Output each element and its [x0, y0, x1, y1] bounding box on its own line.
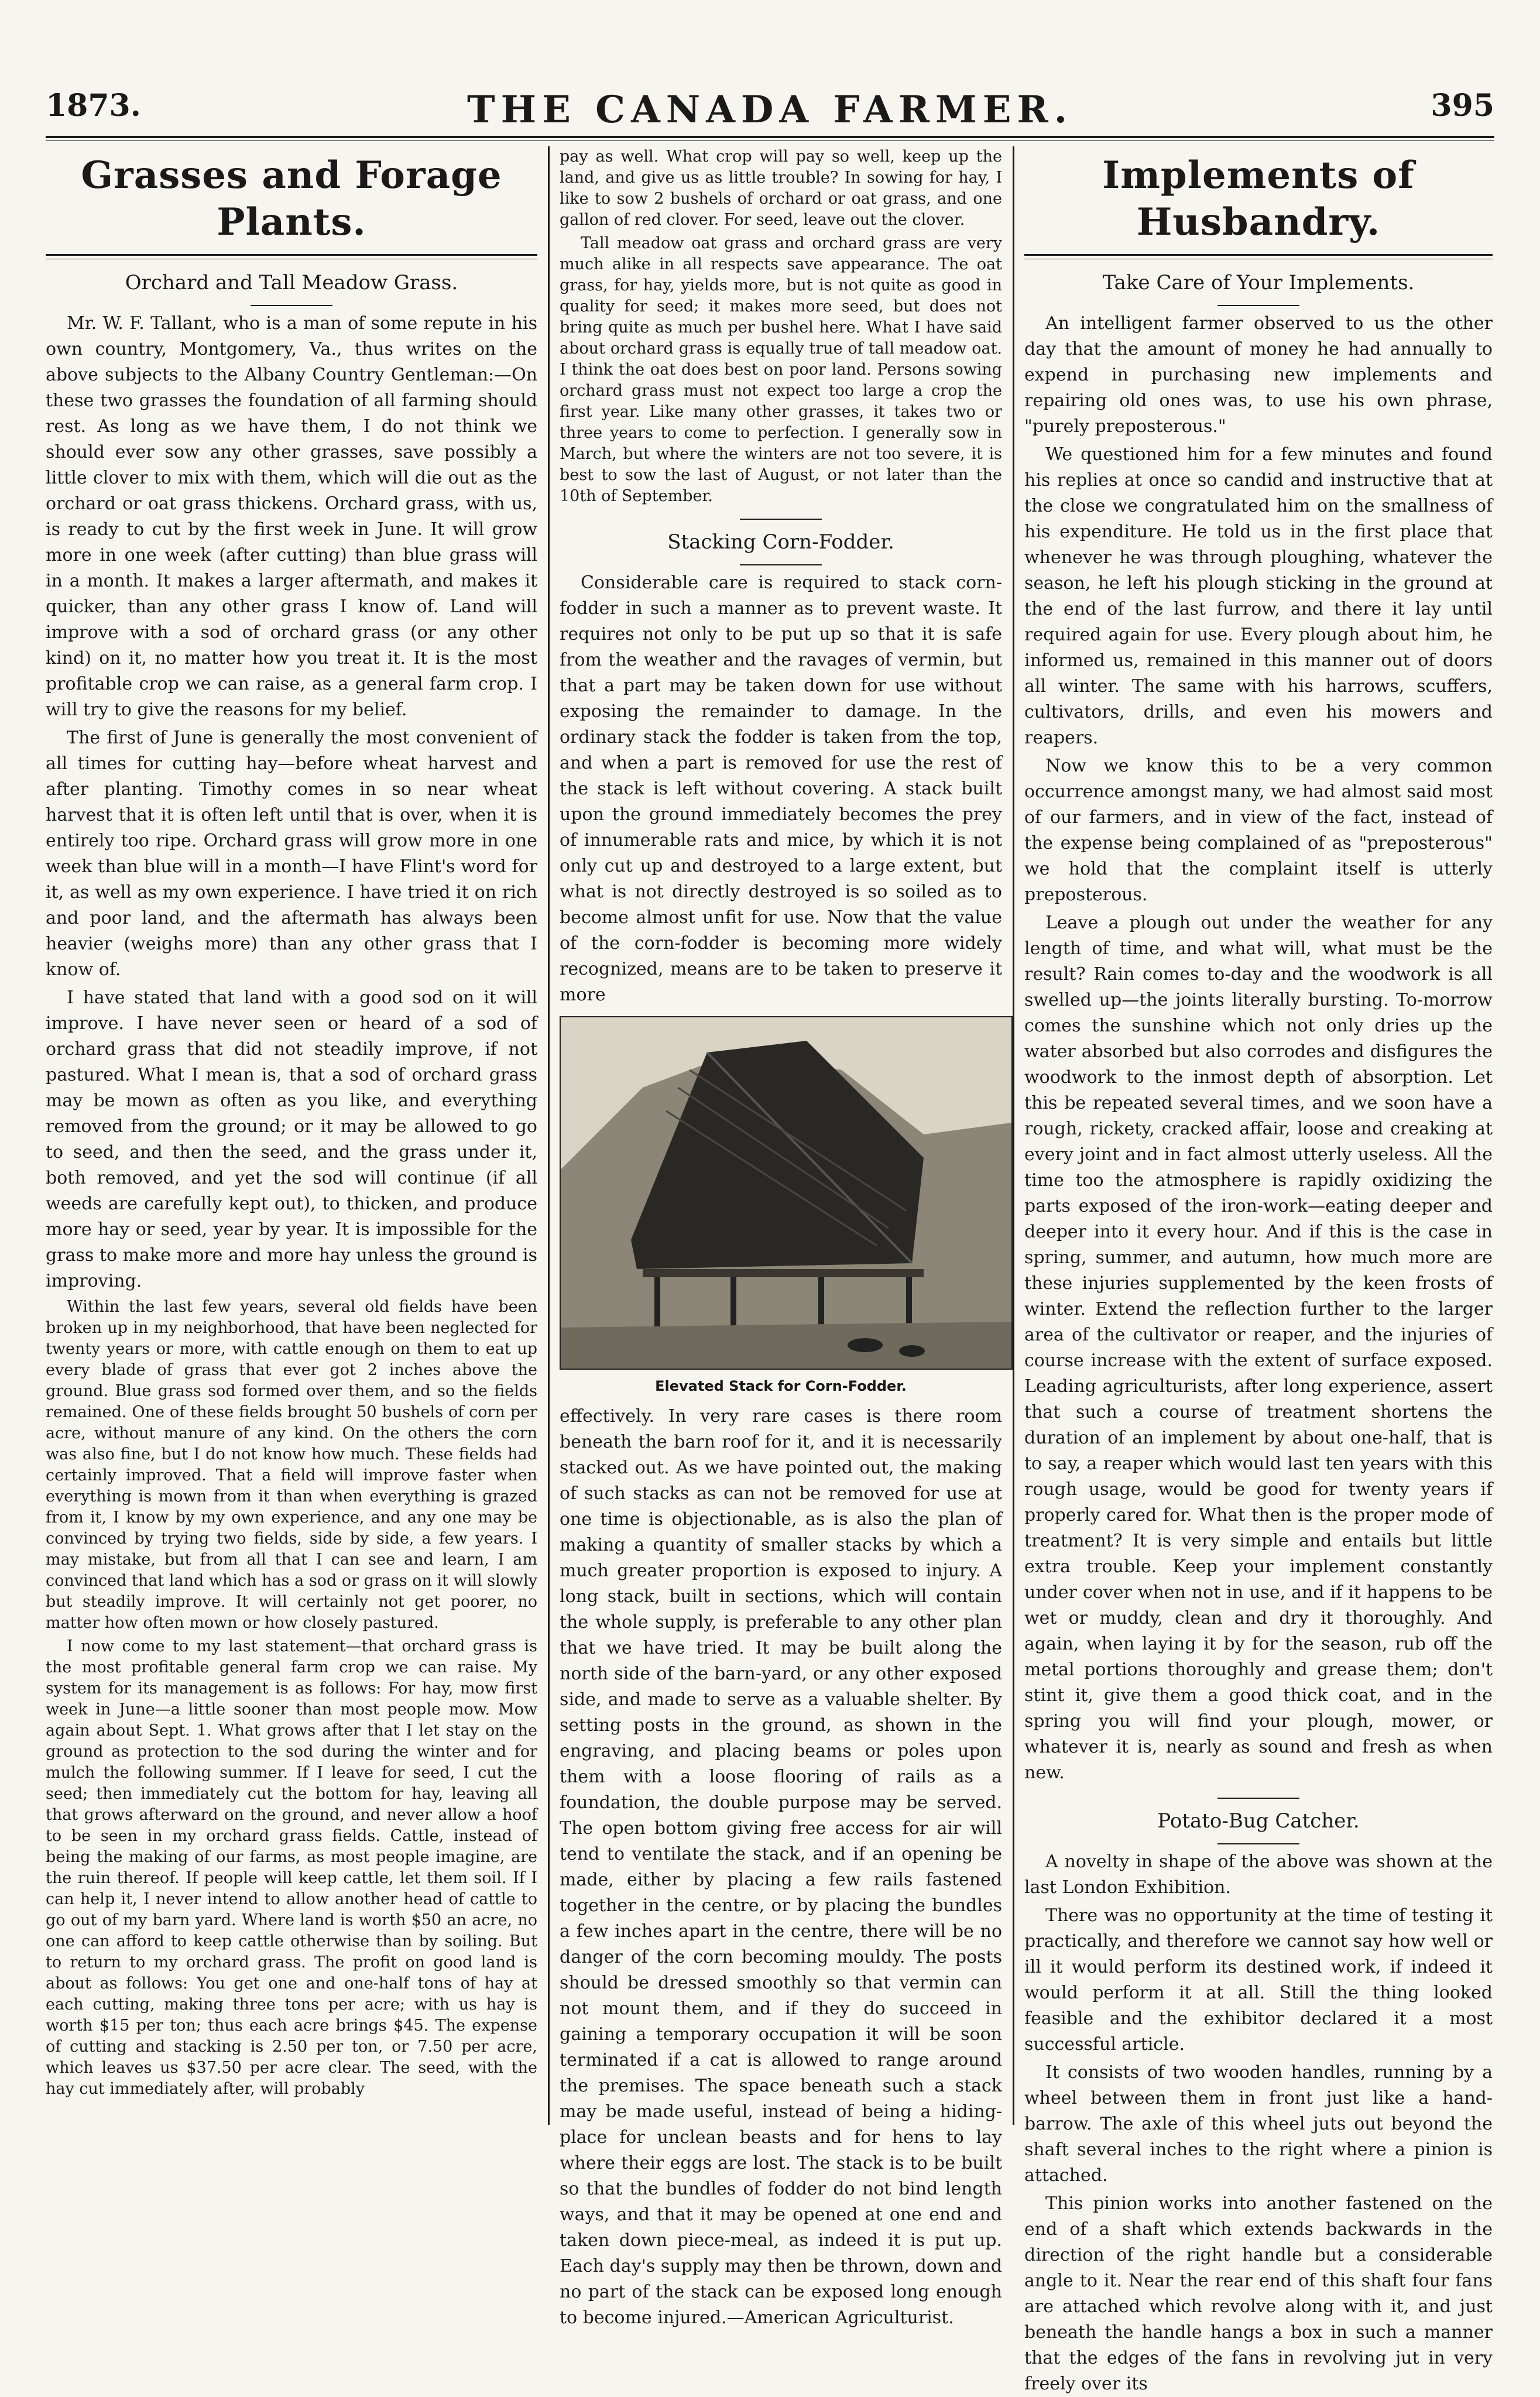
column-3 [1024, 146, 1493, 2394]
header-year: 1873. [46, 88, 141, 124]
header-page-number: 395 [1431, 88, 1494, 124]
article-title-stacking-corn-fodder: Stacking Corn-Fodder. [667, 530, 894, 554]
paragraph: The first of June is generally the most convenient of all times for cutting hay—before wheat harvest and after planting. Timothy comes in so near wheat harvest that it is often left until that is over, when it is entirely too ripe. Orchard grass will grow more in one week than blue will in a month—I have Flint's word for it, as well as my own experience. I have tried it on rich and poor land, and the aftermath has always been heavier (weighs more) than any other grass that I know of. [46, 728, 537, 980]
paragraph: An intelligent farmer observed to us the other day that the amount of money he had annually to expend in purchasing new implements and repairing old ones was, to use his own phrase, "purely preposterous." [1024, 313, 1493, 437]
paragraph: I now come to my last statement—that orchard grass is the most profitable general farm crop we can raise. My system for its management is as follows: For hay, mow first week in June—a little sooner than most people mow. Mow again about Sept. 1. What grows after that I let stay on the ground as protection to the sod during the winter and for mulch the following summer. If I leave for seed, I cut the seed; then immediately cut the bottom for hay, leaving all that grows afterward on the ground, and never allow a hoof to be seen in my orchard grass fields. Cattle, instead of being the making of our farms, as most people imagine, are the ruin thereof. If people will keep cattle, let them soil. If I can help it, I never intend to allow another head of cattle to go out of my barn yard. Where land is worth $50 an acre, no one can afford to keep cattle otherwise than by soiling. But to return to my orchard grass. The profit on good land is about as follows: You get one and one-half tons of hay at each cutting, making three tons per acre; with us hay is worth $15 per ton; thus each acre brings $45. The expense of cutting and stacking is 2.50 per ton, or 7.50 per acre, which leaves us $37.50 per acre clear. The seed, with the hay cut immediately after, will probably [46, 1637, 537, 2098]
title-rule [1217, 1843, 1299, 1844]
section-divider [1217, 1798, 1299, 1799]
paragraph: Leave a plough out under the weather for any length of time, and what will, what must be the result? Rain comes to-day and the woodwork is all swelled up—the joints literally bursting. To-morrow comes the sunshine which not only dries up the water absorbed but also corrodes and disfigures the woodwork to the inmost depth of absorption. Let this be repeated several times, and we soon have a rough, rickety, cracked affair, loose and creaking at every joint and in fact almost utterly useless. All the time too the atmosphere is rapidly oxidizing the parts exposed of the iron-work—eating deeper and deeper into it every hour. And if this is the case in spring, summer, and autumn, how much more are these injuries supplemented by the keen frosts of winter. Extend the reflection further to the larger area of the cultivator or reaper, and the injuries of course increase with the extent of surface exposed. Leading agriculturists, after long experience, assert that such a course of treatment shortens the duration of an implement by about one-half, that is to say, a reaper which would last ten years with this rough usage, would be good for twenty years if properly cared for. What then is the proper mode of treatment? It is very simple and entails but little extra trouble. Keep your implement constantly under cover when not in use, and if it happens to be wet or muddy, clean and dry it thoroughly. And again, when laying it by for the season, rub off the metal portions thoroughly and grease them; don't stint it, give them a good thick coat, and in the spring you will find your plough, mower, or whatever it is, nearly as sound and fresh as when new. [1024, 913, 1493, 1783]
column-1 [46, 146, 537, 2125]
section-divider [740, 519, 822, 520]
paragraph: It consists of two wooden handles, running by a wheel between them in front just like a hand-barrow. The axle of this wheel juts out beyond the shaft several inches to the right where a pinion is attached. [1024, 2062, 1493, 2186]
header-rule [46, 136, 1494, 138]
paragraph: pay as well. What crop will pay so well, keep up the land, and give us as little trouble? In sowing for hay, I like to sow 2 bushels of orchard or oat grass, and one gallon of red clover. For seed, leave out the clover. [560, 148, 1002, 229]
stack-illustration [561, 1017, 1011, 1369]
section-title-grasses: Grasses and Forage Plants. [81, 153, 502, 244]
column-separator-2 [1013, 146, 1014, 2125]
paragraph: I have stated that land with a good sod on it will improve. I have never seen or heard of a sod of orchard grass that did not steadily improve, if not pastured. What I mean is, that a sod of orchard grass may be mown as often as you like, and everything removed from the ground; or it may be allowed to go to seed, and then the seed, and the grass under it, both removed, and yet the sod will continue (if all weeds are carefully kept out), to thicken, and produce more hay or seed, year by year. It is impossible for the grass to make more and more hay unless the ground is improving. [46, 987, 537, 1291]
paragraph: Tall meadow oat grass and orchard grass are very much alike in all respects save appearance. The oat grass, for hay, yields more, but is not quite as good in quality for seed; it makes more seed, but does not bring quite as much per bushel here. What I have said about orchard grass is equally true of tall meadow oat. I think the oat does best on poor land. Persons sowing orchard grass must not expect too large a crop the first year. Like many other grasses, it takes two or three years to come to perfection. I generally sow in March, but where the winters are not too severe, it is best to sow the last of August, or not later than the 10th of September. [560, 234, 1002, 505]
article-title-take-care-implements: Take Care of Your Implements. [1102, 271, 1415, 294]
paragraph: There was no opportunity at the time of testing it practically, and therefore we cannot say how well or ill it would perform its destined work, if indeed it would perform it at all. Still the thing looked feasible and the exhibitor declared it a most successful article. [1024, 1905, 1493, 2055]
paragraph: Now we know this to be a very common occurrence amongst many, we had almost said most of our farmers, and in view of the fact, instead of the expense being complained of as "preposterous" we hold that the complaint itself is utterly preposterous. [1024, 756, 1493, 905]
article-title-potato-bug-catcher: Potato-Bug Catcher. [1157, 1809, 1360, 1833]
paragraph: effectively. In very rare cases is there room beneath the barn roof for it, and it is necessarily stacked out. As we have pointed out, the making of such stacks as can not be removed for use at one time is objectionable, as is also the plan of making a quantity of smaller stacks by which a much greater proportion is exposed to injury. A long stack, built in sections, which will contain the whole supply, is preferable to any other plan that we have tried. It may be built along the north side of the barn-yard, or any other exposed side, and made to serve as a valuable shelter. By setting posts in the ground, as shown in the engraving, and placing beams or poles upon them with a loose flooring of rails as a foundation, the double purpose may be served. The open bottom giving free access for air will tend to ventilate the stack, and if an opening be made, either by placing a few rails fastened together in the centre, or by placing the bundles a few inches apart in the centre, there will be no danger of the corn becoming mouldy. The posts should be dressed smoothly so that vermin can not mount them, and if they do succeed in gaining a temporary occupation it will be soon terminated if a cat is allowed to range around the premises. The space beneath such a stack may be made useful, instead of being a hiding-place for unclean beasts and for hens to lay where their eggs are lost. The stack is to be built so that the bundles of fodder do not bind length ways, and that it may be opened at one end and taken down piece-meal, as indeed it is put up. Each day's supply may then be thrown, down and no part of the stack can be exposed long enough to become injured.—American Agriculturist. [560, 1406, 1002, 2328]
paragraph: A novelty in shape of the above was shown at the last London Exhibition. [1024, 1851, 1493, 1898]
header-rule-thin [46, 140, 1494, 141]
article-title-orchard-grass: Orchard and Tall Meadow Grass. [125, 271, 458, 294]
engraving-elevated-stack [560, 1016, 1013, 1370]
paragraph: This pinion works into another fastened on the end of a shaft which extends backwards in the direction of the right handle but a considerable angle to it. Near the rear end of this shaft four fans are attached which revolve along with it, and just beneath the handle hangs a box in such a manner that the edges of the fans in revolving jut in very freely over its [1024, 2193, 1493, 2394]
section-rule [1024, 254, 1493, 259]
column-2 [560, 146, 1002, 2328]
header-title: THE CANADA FARMER. [467, 88, 1073, 132]
paragraph: Within the last few years, several old fields have been broken up in my neighborhood, that have been neglected for twenty years or more, with cattle enough on them to eat up every blade of grass that ever got 2 inches above the ground. Blue grass sod formed over them, and so the fields remained. One of these fields brought 50 bushels of corn per acre, without manure of any kind. On the others the corn was also fine, but I do not know how much. These fields had certainly improved. That a field will improve faster when everything is mown from it than when everything is grazed from it, I know by my own experience, and any one may be convinced by trying two fields, side by side, a few years. I may mistake, but from all that I can see and learn, I am convinced that land which has a sod or grass on it will slowly but steadily improve. It will certainly not get poorer, no matter how often mown or how closely pastured. [46, 1298, 537, 1632]
section-title-implements: Implements of Husbandry. [1102, 153, 1415, 244]
section-rule [46, 254, 537, 259]
title-rule [740, 564, 822, 565]
figure-caption: Elevated Stack for Corn-Fodder. [655, 1378, 907, 1394]
page-header [46, 88, 1494, 135]
title-rule [251, 305, 332, 306]
title-rule [1217, 305, 1299, 306]
paragraph: We questioned him for a few minutes and found his replies at once so candid and instructive that at the close we congratulated him on the smallness of his expenditure. He told us in the first place that whenever he was through ploughing, whatever the season, he left his plough sticking in the ground at the end of the last furrow, and there it lay until required again for use. Every plough about him, he informed us, remained in this manner out of doors all winter. The same with his harrows, scuffers, cultivators, drills, and even his mowers and reapers. [1024, 444, 1493, 748]
paragraph: Considerable care is required to stack corn-fodder in such a manner as to prevent waste. It requires not only to be put up so that it is safe from the weather and the ravages of vermin, but that a part may be taken down for use without exposing the remainder to damage. In the ordinary stack the fodder is taken from the top, and when a part is removed for use the rest of the stack is left without covering. A stack built upon the ground immediately becomes the prey of innumerable rats and mice, by which it is not only cut up and destroyed to a large extent, but what is not directly destroyed is so soiled as to become almost unfit for use. Now that the value of the corn-fodder is becoming more widely recognized, means are to be taken to preserve it more [560, 572, 1002, 1005]
column-separator-1 [548, 146, 550, 2125]
paragraph: Mr. W. F. Tallant, who is a man of some repute in his own country, Montgomery, Va., thus writes on the above subjects to the Albany Country Gentleman:—On these two grasses the foundation of all farming should rest. As long as we have them, I do not think we should ever sow any other grasses, save possibly a little clover to mix with them, which will die out as the orchard or oat grass thickens. Orchard grass, with us, is ready to cut by the first week in June. It will grow more in one week (after cutting) than blue grass will in a month. It makes a larger aftermath, and makes it quicker, than any other grass I know of. Land will improve with a sod of orchard grass (or any other kind) on it, no matter how you treat it. It is the most profitable crop we can raise, as a general farm crop. I will try to give the reasons for my belief. [46, 313, 537, 720]
